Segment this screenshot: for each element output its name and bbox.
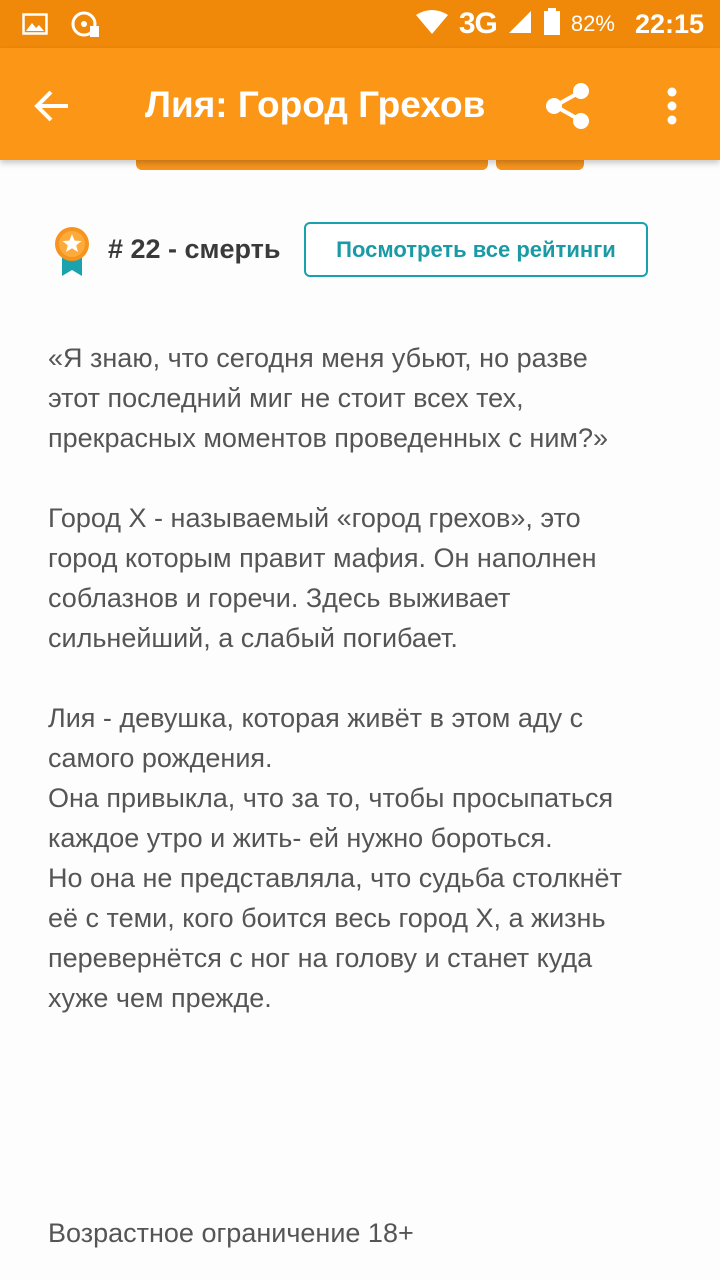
wifi-icon [415, 9, 449, 40]
description-line: её с теми, кого боится весь город Х, а жизнь [48, 903, 606, 933]
signal-icon [507, 9, 533, 40]
description-line: самого рождения. [48, 743, 273, 773]
description-line: Город Х - называемый «город грехов», это [48, 503, 581, 533]
rating-row [52, 222, 672, 278]
description-line: Она привыкла, что за то, чтобы просыпаться [48, 783, 614, 813]
description-line: хуже чем прежде. [48, 983, 272, 1013]
more-vert-icon [666, 86, 678, 126]
status-bar [0, 0, 720, 48]
share-icon [543, 81, 593, 131]
description-line: соблазнов и горечи. Здесь выживает [48, 583, 511, 613]
back-arrow-icon [32, 86, 72, 126]
description-line: прекрасных моментов проведенных с ним?» [48, 423, 609, 453]
image-icon [22, 12, 48, 41]
medal-icon [52, 226, 92, 283]
description-line: город которым правит мафия. Он наполнен [48, 543, 597, 573]
app-toolbar [0, 48, 720, 160]
sync-disc-icon [70, 10, 100, 43]
battery-icon [543, 8, 561, 41]
description-line: сильнейший, а слабый погибает. [48, 623, 458, 653]
battery-percent: 82% [570, 11, 615, 36]
network-type: 3G [458, 7, 497, 40]
description-line: перевернётся с ног на голову и станет куда [48, 943, 593, 973]
view-all-ratings-button[interactable]: Посмотреть все рейтинги [304, 222, 648, 277]
overflow-menu-button[interactable] [650, 78, 694, 134]
page-title: Лия: Город Грехов [145, 84, 486, 125]
description-line: этот последний миг не стоит всех тех, [48, 383, 524, 413]
description-line: Но она не представляла, что судьба столкнёт [48, 863, 622, 893]
clock: 22:15 [634, 8, 704, 39]
age-restriction: Возрастное ограничение 18+ [48, 1218, 414, 1248]
story-description [48, 338, 678, 1018]
rank-label: # 22 - смерть [108, 234, 281, 264]
description-line: «Я знаю, что сегодня меня убьют, но разве [48, 343, 588, 373]
share-button[interactable] [540, 78, 596, 134]
description-line: каждое утро и жить- ей нужно бороться. [48, 823, 553, 853]
back-button[interactable] [24, 78, 80, 134]
description-line: Лия - девушка, которая живёт в этом аду с [48, 703, 584, 733]
